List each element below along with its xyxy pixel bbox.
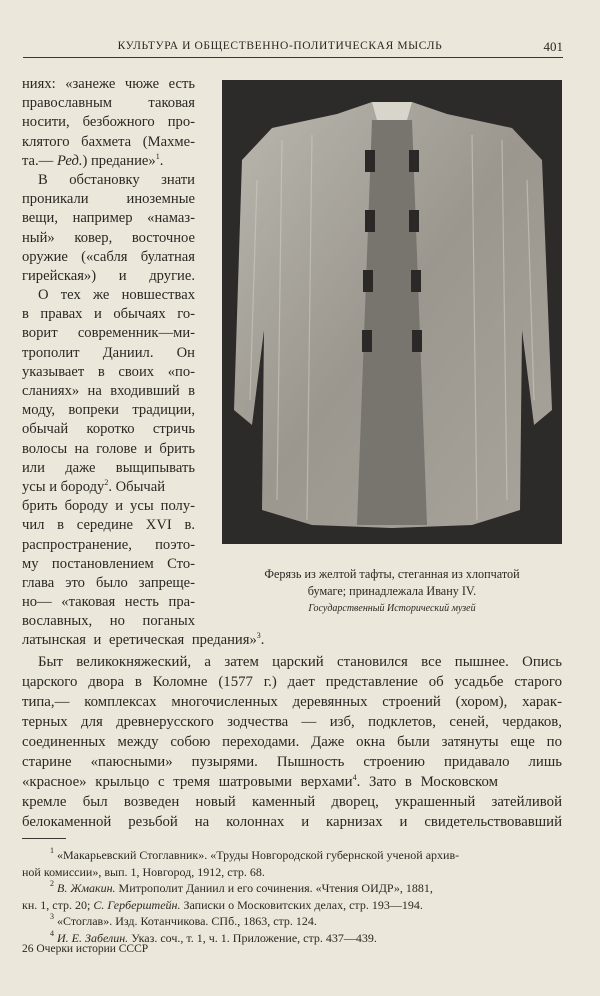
text-line: вославных, но поганых <box>22 613 195 630</box>
text-segment: . Зато в Московском <box>356 774 498 790</box>
text-line: сланиях» на входивший в <box>22 383 195 399</box>
feryaz-garment-image <box>222 80 562 544</box>
caption-source: Государственный Исторический музей <box>308 603 476 614</box>
text-line: гирейская») и другие. <box>22 267 195 284</box>
text-line: В обстановку знати <box>38 171 195 188</box>
footnote-text: Митрополит Даниил и его сочинения. «Чтения ОИДР», 1881, <box>118 881 433 895</box>
footnote-text: Записки о Московитских делах, стр. 193—194. <box>183 897 423 912</box>
text-line: трополит Даниил. Он <box>22 344 195 361</box>
text-line: ворит современник—ми- <box>22 325 195 342</box>
text-segment: та.— <box>22 152 54 169</box>
footnote-ref[interactable]: 4 <box>352 773 357 782</box>
text-segment: ) предание» <box>82 152 156 169</box>
text-line <box>22 152 195 171</box>
footnote-1-cont: ной комиссии», вып. 1, Новгород, 1912, стр. 68. <box>22 864 265 879</box>
text-line: православным таковая <box>22 95 195 112</box>
footnote-2 <box>22 880 562 897</box>
text-line: волосы на голове и брить <box>22 440 195 457</box>
footnote-text: «Стоглав». Изд. Котанчикова. СПб., 1863, стр. 124. <box>57 914 317 928</box>
text-segment: . Обычай <box>108 478 166 495</box>
left-column-text <box>22 75 265 651</box>
footnote-number: 4 <box>50 928 54 938</box>
running-head: КУЛЬТУРА И ОБЩЕСТВЕННО-ПОЛИТИЧЕСКАЯ МЫСЛЬ <box>117 40 443 52</box>
text-line: старине «паюсными» пузырями. Пышность строению придавало лишь <box>22 754 562 770</box>
text-line: царского двора в Коломне (1577 г.) дает представление об усадьбе старого <box>22 674 562 690</box>
caption-line: бумаге; принадлежала Ивану IV. <box>307 584 477 598</box>
footnote-text: Указ. соч., т. 1, ч. 1. Приложение, стр. 437—439. <box>131 930 377 945</box>
text-line: но— «таковая несть пра- <box>22 594 195 611</box>
text-line: кремле был возведен новый каменный дворец, украшенный затейливой <box>22 794 562 810</box>
text-line: чил в середине XVI в. <box>22 517 195 534</box>
text-line: О тех же новшествах <box>38 287 195 304</box>
text-line: му постановлением Сто- <box>22 555 195 572</box>
footnote-1 <box>22 847 562 864</box>
caption-line: Ферязь из желтой тафты, стеганная из хлопчатой <box>264 567 520 581</box>
text-line: проникали иноземные <box>22 191 195 208</box>
footnotes <box>22 847 562 946</box>
text-line: распространение, поэто- <box>22 536 195 553</box>
footnote-ref[interactable]: 1 <box>155 151 160 161</box>
editor-abbrev: Ред. <box>56 152 83 169</box>
footnote-number: 1 <box>50 846 54 855</box>
text-line: оружие («сабля булатная <box>22 248 195 265</box>
footnote-3 <box>22 913 562 930</box>
signature-mark: 26 Очерки истории СССР <box>22 943 149 955</box>
footnote-2-cont <box>22 897 562 914</box>
text-line: указывает в своих «по- <box>22 363 195 380</box>
text-line: вещи, например «намаз- <box>22 210 195 227</box>
text-line: белокаменной резьбой на колоннах и карнизах и свидетельствовавший <box>22 814 562 830</box>
text-line: терных для древнерусского зодчества — изб, подклетов, сеней, чердаков, <box>22 714 562 730</box>
text-line: или даже выщипывать <box>22 459 195 476</box>
body-paragraph <box>22 652 562 832</box>
text-line: Быт великокняжеский, а затем царский становился все пышнее. Опись <box>38 654 562 670</box>
footnote-author: И. Е. Забелин. <box>57 930 129 945</box>
page-number: 401 <box>543 39 563 54</box>
text-line <box>22 631 265 650</box>
footnote-number: 2 <box>50 879 54 888</box>
footnote-ref[interactable]: 3 <box>256 631 261 641</box>
figure-caption <box>222 566 562 617</box>
text-line: соединенных между собою переходами. Даже окна были затянуты еще по <box>22 734 562 750</box>
header-rule <box>23 57 563 58</box>
footnote-ref[interactable]: 2 <box>104 477 109 487</box>
footnote-author: В. Жмакин. <box>57 881 116 895</box>
text-line: клятого бахмета (Махме- <box>22 133 195 150</box>
garment-photograph <box>222 80 562 544</box>
text-segment: «красное» крыльцо с тремя шатровыми верхами <box>22 774 353 790</box>
footnote-number: 3 <box>50 912 54 921</box>
text-segment: . <box>260 632 265 649</box>
text-line <box>22 772 562 792</box>
text-segment: усы и бороду <box>22 478 105 495</box>
text-line: ниях: «занеже чюже есть <box>22 76 195 92</box>
footnote-rule <box>22 838 66 839</box>
text-line <box>22 478 195 497</box>
text-line: типа,— комплексах многочисленных деревянных строений (хором), харак- <box>22 694 562 710</box>
text-line: моду, вопреки традиции, <box>22 402 195 419</box>
text-line: носити, безбожного про- <box>22 114 195 131</box>
footnote-author: С. Герберштейн. <box>93 897 181 912</box>
text-segment: латынская и еретическая предания» <box>22 632 257 649</box>
text-line: ный» ковер, восточное <box>22 229 195 246</box>
text-line: в правах и обычаях го- <box>22 306 195 323</box>
text-line: глава это было запреще- <box>22 574 195 591</box>
footnote-text: кн. 1, стр. 20; <box>22 897 91 912</box>
text-segment: . <box>159 152 164 169</box>
text-line: обычай коротко стричь <box>22 421 195 438</box>
text-line: брить бороду и усы полу- <box>22 498 195 515</box>
footnote-text: «Макарьевский Стоглавник». «Труды Новгородской губернской ученой архив- <box>57 848 460 862</box>
